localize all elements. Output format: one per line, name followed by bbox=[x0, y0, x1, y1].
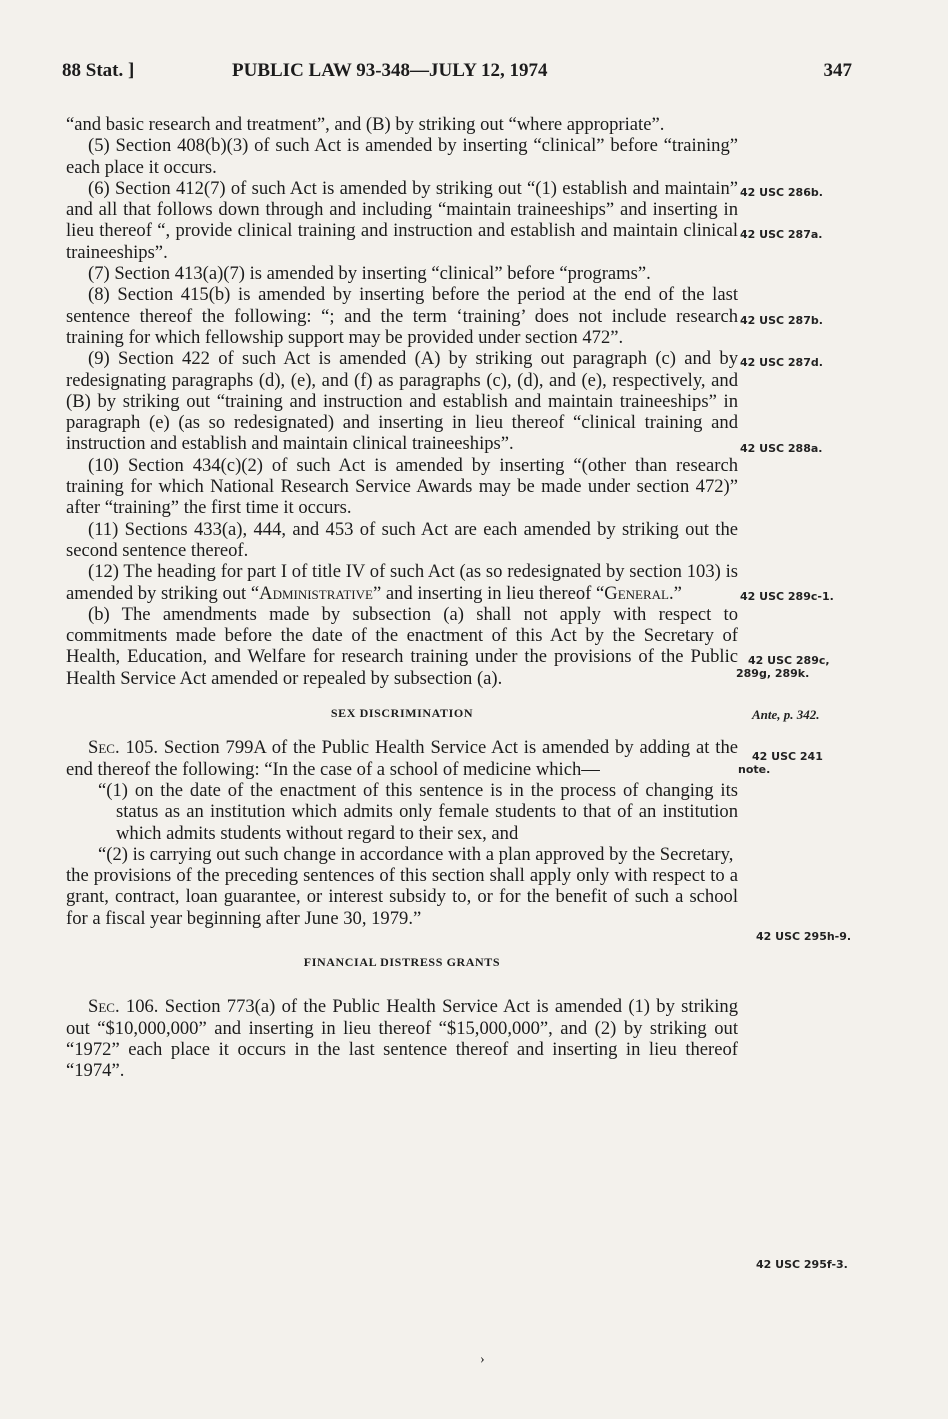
section-106-label: Sec. bbox=[88, 996, 120, 1018]
paragraph-continued: “and basic research and treatment”, and (B) by striking out “where appropriate”. bbox=[66, 114, 665, 135]
margin-note-241 bbox=[738, 750, 912, 776]
margin-note-295f-3: 42 USC 295f-3. bbox=[756, 1258, 848, 1271]
margin-note-289c-line1: 42 USC 289c, bbox=[748, 654, 830, 667]
quoted-clause-1: “(1) on the date of the enactment of this sentence is in the process of changing its status as an institution which admits only female students to that of an institution which admits students without regard to their sex, and bbox=[98, 779, 738, 844]
margin-note-287d: 42 USC 287d. bbox=[740, 356, 823, 369]
section-105 bbox=[66, 737, 738, 780]
paragraph-5: (5) Section 408(b)(3) of such Act is amended by inserting “clinical” before “training” each place it occurs. bbox=[66, 135, 738, 178]
section-heading-financial-distress: FINANCIAL DISTRESS GRANTS bbox=[303, 954, 501, 969]
section-106 bbox=[66, 996, 738, 1081]
section-105-conclusion: the provisions of the preceding sentences of this section shall apply only with respect to a grant, contract, loan guarantee, or interest subsidy to, or for the benefit of such a school for a fiscal year beginning after June 30, 1979.” bbox=[66, 865, 738, 929]
margin-note-288a: 42 USC 288a. bbox=[740, 442, 823, 455]
paragraph-12-text: (12) The heading for part I of title IV of such Act (as so redesignated by section 103) is amended by striking out “ bbox=[66, 561, 738, 604]
margin-note-287a: 42 USC 287a. bbox=[740, 228, 823, 241]
margin-note-295h-9: 42 USC 295h-9. bbox=[756, 930, 852, 943]
paragraph-6: (6) Section 412(7) of such Act is amended by striking out “(1) establish and maintain” and all that follows down through and including “maintain traineeships” and inserting in lieu thereof “, provide clinical training and instruction and establish and maintain clinical traineeships”. bbox=[66, 177, 738, 263]
margin-note-286b: 42 USC 286b. bbox=[740, 186, 823, 199]
margin-note-287b: 42 USC 287b. bbox=[740, 314, 823, 327]
quoted-clause-2: “(2) is carrying out such change in accordance with a plan approved by the Secretary, bbox=[98, 843, 734, 865]
section-105-label: Sec. bbox=[88, 737, 120, 759]
paragraph-12-new-term: General bbox=[604, 582, 669, 604]
paragraph-8: (8) Section 415(b) is amended by inserting before the period at the end of the last sentence thereof the following: “; and the term ‘training’ does not include research training for which fellowship support may be provided under section 472”. bbox=[66, 284, 738, 348]
paragraph-12 bbox=[66, 561, 738, 604]
paragraph-7: (7) Section 413(a)(7) is amended by inserting “clinical” before “programs”. bbox=[88, 263, 651, 285]
footer-mark: › bbox=[480, 1352, 485, 1367]
paragraph-12-text-3: .” bbox=[668, 582, 682, 604]
statute-volume: 88 Stat. ] bbox=[62, 60, 135, 81]
paragraph-12-text-2: ” and inserting in lieu thereof “ bbox=[372, 582, 605, 604]
margin-note-241-line1: 42 USC 241 bbox=[752, 750, 823, 763]
page-title: PUBLIC LAW 93-348—JULY 12, 1974 bbox=[232, 60, 548, 81]
section-105-text: 105. Section 799A of the Public Health Service Act is amended by adding at the end thereof the following: “In the case of a school of medicine which— bbox=[66, 737, 738, 780]
running-header bbox=[62, 60, 852, 88]
paragraph-9: (9) Section 422 of such Act is amended (A) by striking out paragraph (c) and by redesignating paragraphs (d), (e), and (f) as paragraphs (c), (d), and (e), respectively, and (B) by striking out “training and instruction and establish and maintain traineeships” in paragraph (e) (as so redesignated) and inserting in lieu thereof “clinical training and instruction and establish and maintain clinical traineeships”. bbox=[66, 348, 738, 455]
margin-note-ante: Ante, p. 342. bbox=[752, 707, 820, 722]
margin-note-289c bbox=[736, 654, 908, 680]
body-text bbox=[66, 114, 738, 1081]
paragraph-10: (10) Section 434(c)(2) of such Act is amended by inserting “(other than research training for which National Research Service Awards may be made under section 472)” after “training” the first time it occurs. bbox=[66, 454, 738, 519]
paragraph-12-struck-term: Administrative bbox=[259, 582, 373, 604]
margin-note-289c-1: 42 USC 289c-1. bbox=[740, 590, 834, 603]
paragraph-11: (11) Sections 433(a), 444, and 453 of such Act are each amended by striking out the second sentence thereof. bbox=[66, 518, 738, 561]
page-number: 347 bbox=[823, 60, 852, 81]
margin-note-289c-line2: 289g, 289k. bbox=[736, 667, 810, 680]
section-heading-sex-discrimination: SEX DISCRIMINATION bbox=[330, 706, 474, 721]
section-106-text: 106. Section 773(a) of the Public Health Service Act is amended (1) by striking out “$10,000,000” and inserting in lieu thereof “$15,000,000”, and (2) by striking out “1972” each place it occurs in the last sentence thereof and inserting in lieu thereof “1974”. bbox=[66, 996, 738, 1082]
margin-note-241-line2: note. bbox=[738, 763, 771, 776]
paragraph-b: (b) The amendments made by subsection (a) shall not apply with respect to commitments made before the date of the enactment of this Act by the Secretary of Health, Education, and Welfare for research training under the provisions of the Public Health Service Act amended or repealed by subsection (a). bbox=[66, 603, 738, 689]
